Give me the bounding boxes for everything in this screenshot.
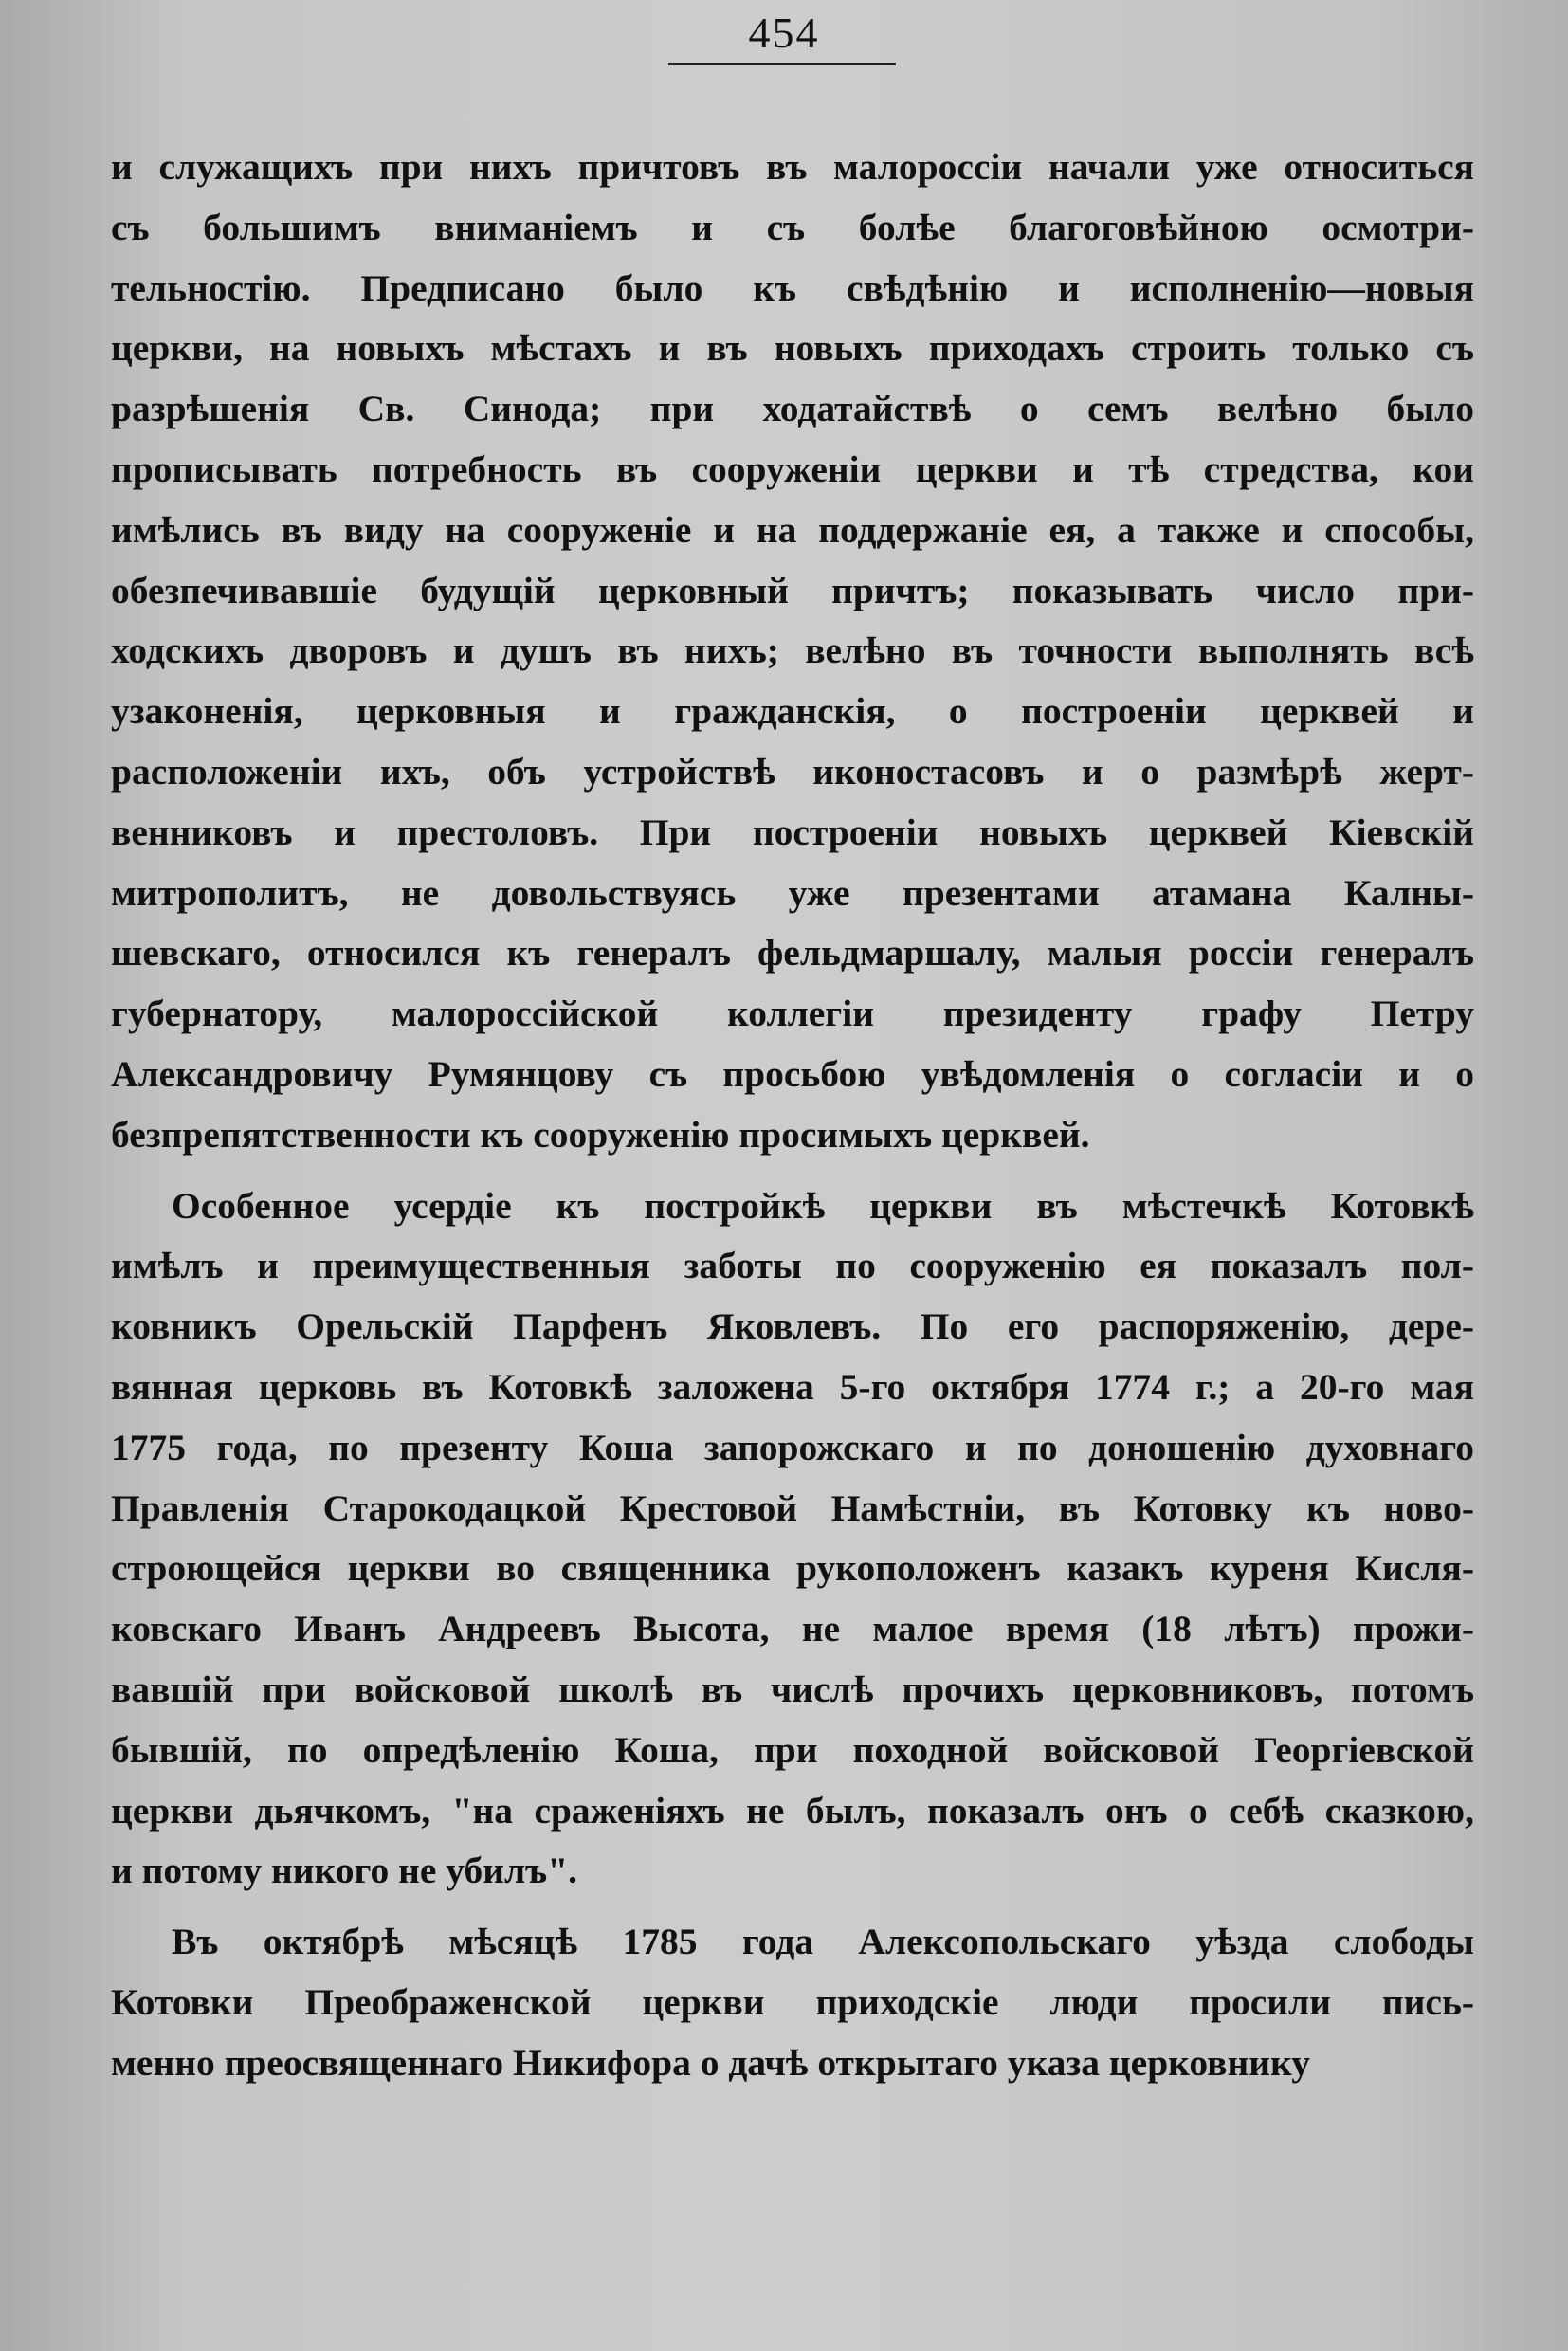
page-number: 454 [748,9,820,57]
text-line: 1775 года, по презенту Коша запорожскаго и по доношенію духовнаго [111,1426,1474,1468]
text-line: шевскаго, относился къ генералъ фельдмаршалу, малыя россіи генералъ [111,932,1474,975]
text-line: бывшій, по опредѣленію Коша, при походной войсковой Георгіевской [111,1728,1474,1771]
text-line: митрополитъ, не довольствуясь уже презентами атамана Калны- [111,871,1474,914]
body-text [111,137,1474,2094]
text-line: расположеніи ихъ, объ устройствѣ иконостасовъ и о размѣрѣ жерт- [111,750,1474,793]
text-line: разрѣшенія Св. Синода; при ходатайствѣ о семъ велѣно было [111,388,1474,430]
text-line: безпрепятственности къ сооруженію просимыхъ церквей. [111,1113,1090,1156]
text-line: имѣлись въ виду на сооруженіе и на поддержаніе ея, а также и способы, [111,508,1474,551]
text-line: Особенное усердіе къ постройкѣ церкви въ мѣстечкѣ Котовкѣ [172,1184,1474,1227]
text-line: церкви дьячкомъ, "на сраженіяхъ не былъ, показалъ онъ о себѣ сказкою, [111,1789,1474,1832]
text-line: узаконенія, церковныя и гражданскія, о построеніи церквей и [111,690,1474,733]
text-line: Правленія Старокодацкой Крестовой Намѣстніи, въ Котовку къ ново- [111,1486,1474,1529]
text-line: съ большимъ вниманіемъ и съ болѣе благоговѣйною осмотри- [111,206,1474,248]
text-line: Котовки Преображенской церкви приходскіе люди просили пись- [111,1980,1474,2023]
text-line: тельностію. Предписано было къ свѣдѣнію и исполненію—новыя [111,266,1474,309]
paragraph [111,1176,1474,1903]
text-line: ковскаго Иванъ Андреевъ Высота, не малое время (18 лѣтъ) прожи- [111,1608,1474,1650]
page-number-rule [668,63,896,65]
text-line: строющейся церкви во священника рукоположенъ казакъ куреня Кисля- [111,1547,1474,1590]
text-line: церкви, на новыхъ мѣстахъ и въ новыхъ приходахъ строить только съ [111,327,1474,370]
text-line: Александровичу Румянцову съ просьбою увѣдомленія о согласіи и о [111,1052,1474,1095]
text-line: имѣлъ и преимущественныя заботы по сооруженію ея показалъ пол- [111,1245,1474,1287]
text-line: и потому никого не убилъ". [111,1850,578,1892]
paragraph [111,1912,1474,2093]
text-line: вавшій при войсковой школѣ въ числѣ прочихъ церковниковъ, потомъ [111,1668,1474,1710]
text-line: обезпечивавшіе будущій церковный причтъ; показывать число при- [111,569,1474,611]
text-line: прописывать потребность въ сооруженіи церкви и тѣ стредства, кои [111,447,1474,490]
paragraph [111,137,1474,1166]
text-line: Въ октябрѣ мѣсяцѣ 1785 года Алексопольскаго уѣзда слободы [172,1921,1474,1963]
text-line: вянная церковь въ Котовкѣ заложена 5-го октября 1774 г.; а 20-го мая [111,1365,1474,1408]
text-line: ковникъ Орельскій Парфенъ Яковлевъ. По его распоряженію, дере- [111,1305,1474,1348]
text-line: губернатору, малороссійской коллегіи президенту графу Петру [111,993,1474,1035]
text-line: ходскихъ дворовъ и душъ въ нихъ; велѣно въ точности выполнять всѣ [111,629,1474,672]
text-line: венниковъ и престоловъ. При построеніи новыхъ церквей Кіевскій [111,811,1474,853]
text-line: и служащихъ при нихъ причтовъ въ малороссіи начали уже относиться [111,146,1474,188]
text-line: менно преосвященнаго Никифора о дачѣ открытаго указа церковнику [111,2041,1310,2084]
